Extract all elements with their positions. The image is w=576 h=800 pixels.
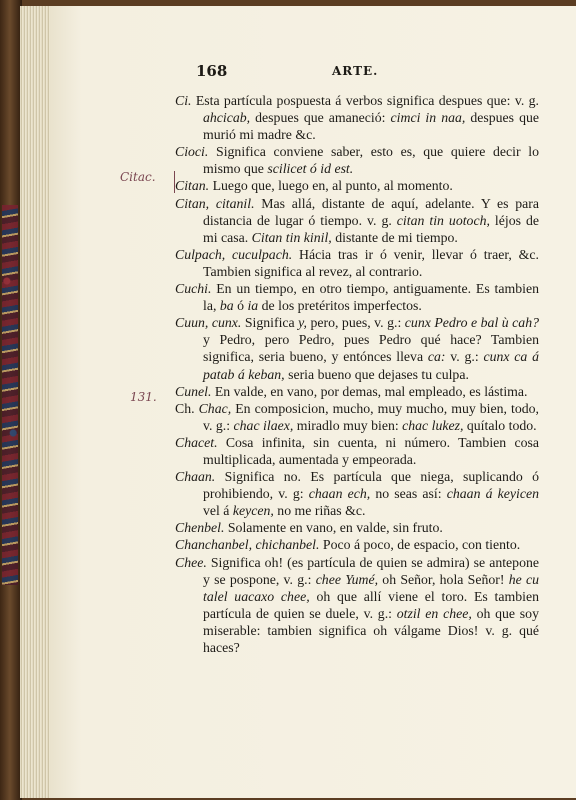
entry-term: cimci in naa, [390, 110, 466, 126]
running-title: ARTE. [332, 64, 379, 78]
entry-text: de los pretéritos imperfectos. [258, 298, 422, 314]
entry-term: chaan ech, [308, 486, 371, 502]
entry-term: Citan tin kinil, [251, 229, 332, 245]
entry-text: vel á [203, 503, 233, 519]
entry-term: ca: [427, 349, 446, 365]
entry-text: Hácia tras ir ó venir, llevar ó traer, &c. Tambien significa al revez, al contrario. [203, 246, 539, 279]
entry-text: En composicion, mucho, muy mucho, muy bien, todo, v. g.: [203, 400, 539, 433]
entry-term: Citan, citanil. [175, 195, 255, 211]
entry-text: Luego que, luego en, al punto, al momento. [209, 178, 453, 194]
entry-text: quítalo todo. [463, 417, 537, 433]
entry-term: Chanchanbel, chichanbel. [175, 537, 320, 553]
entry-term: Cuchi. [175, 281, 212, 297]
margin-note-number: 131. [130, 390, 157, 404]
entry-text: Solamente en vano, en valde, sin fruto. [224, 520, 443, 536]
entry-term: chee Yumé, [315, 571, 379, 587]
entry-term: chac lukez, [402, 417, 464, 433]
entry-text: Ch. [175, 400, 199, 416]
entry-text: y Pedro, pero Pedro, pues Pedro qué hace? Tambien significa, seria bueno, y entónces lleva [203, 332, 539, 365]
entry-text: despues que amaneció: [250, 110, 391, 126]
entry-text: no me riñas &c. [273, 503, 366, 519]
entry-term: ia [247, 298, 259, 314]
entry-term: keycen, [232, 503, 274, 519]
margin-note-citac: Citac. [120, 170, 156, 184]
marbled-endpaper [2, 205, 18, 585]
entry-text: En valde, en vano, por demas, mal empleado, es lástima. [211, 383, 528, 399]
entry-term: citan tin uotoch, [396, 212, 490, 228]
dictionary-entry [175, 554, 539, 657]
dictionary-entry [175, 536, 539, 553]
entry-text: distante de mi tiempo. [331, 229, 458, 245]
running-head [50, 62, 576, 86]
entry-term: Chac, [198, 400, 232, 416]
entry-term: Chenbel. [175, 520, 225, 536]
entry-term: Chee. [175, 554, 207, 570]
entry-term: chaan á keyicen [446, 486, 540, 502]
dictionary-entry [175, 314, 539, 382]
dictionary-entry [175, 92, 539, 143]
dictionary-entry [175, 143, 539, 177]
entry-text: despues que murió mi madre &c. [203, 110, 539, 143]
entry-text: pero, pues, v. g.: [306, 315, 405, 331]
dictionary-entry [175, 383, 539, 400]
page-number: 168 [196, 62, 228, 80]
entry-term: Chacet. [175, 434, 218, 450]
entry-term: Cunel. [175, 383, 212, 399]
entry-text: miradlo muy bien: [293, 417, 403, 433]
entry-text: oh Señor, hola Señor! [378, 571, 509, 587]
entry-term: y, [298, 315, 307, 331]
dictionary-entry [175, 519, 539, 536]
entry-term: otzil en chee, [396, 605, 472, 621]
dictionary-entry [175, 177, 539, 194]
entry-term: ba [219, 298, 234, 314]
entry-text: Significa conviene saber, esto es, que quiere decir lo mismo que [203, 144, 539, 177]
entry-text: v. g.: [445, 349, 484, 365]
dictionary-entry [175, 468, 539, 519]
dictionary-entry [175, 280, 539, 314]
entry-text: ó [233, 298, 248, 314]
dictionary-entry [175, 195, 539, 246]
entry-term: scilicet ó id est. [267, 161, 354, 177]
entry-term: cunx ca á patab á keban, [203, 349, 539, 382]
entry-text: Mas allá, distante de aquí, adelante. Y es para distancia de lugar ó tiempo. v. g. [203, 195, 539, 228]
entry-text: oh que soy miserable: tambien significa oh válgame Dios! v. g. qué haces? [203, 605, 539, 655]
entry-term: he cu talel uacaxo chee, [203, 571, 539, 604]
entry-text: seria bueno que dejases tu culpa. [284, 366, 469, 382]
book-page [50, 6, 576, 798]
entry-term: Citan. [175, 178, 210, 194]
entry-term: cunx Pedro e bal ù cah? [404, 315, 539, 331]
dictionary-entry [175, 400, 539, 434]
dictionary-entries [175, 92, 539, 656]
entry-term: Culpach, cuculpach. [175, 246, 293, 262]
entry-term: chac ilaex, [233, 417, 294, 433]
entry-text: Poco á poco, de espacio, con tiento. [319, 537, 521, 553]
entry-term: Ci. [175, 93, 192, 108]
entry-term: Chaan. [175, 469, 216, 485]
entry-text: oh que allí viene el toro. Es tambien partícula de quien se duele, v. g.: [203, 588, 540, 621]
entry-text: Esta partícula pospuesta á verbos significa despues que: v. g. [191, 93, 539, 108]
page-edges [20, 6, 51, 798]
entry-text: no seas así: [370, 486, 447, 502]
entry-term: Cioci. [175, 144, 209, 160]
entry-text: Cosa infinita, sin cuenta, ni número. Tambien cosa multiplicada, aumentada y empeorada. [203, 434, 539, 467]
entry-text: Significa no. Es partícula que niega, suplicando ó prohibiendo, v. g: [203, 469, 539, 502]
dictionary-entry [175, 246, 539, 280]
entry-text: Significa oh! (es partícula de quien se admira) se antepone y se pospone, v. g.: [203, 554, 539, 587]
entry-text: Significa [241, 315, 299, 331]
entry-term: ahcicab, [203, 110, 251, 126]
dictionary-entry [175, 434, 539, 468]
entry-term: Cuun, cunx. [175, 315, 242, 331]
entry-text: léjos de mi casa. [203, 212, 539, 245]
entry-text: En un tiempo, en otro tiempo, antiguamente. Es tambien la, [203, 281, 539, 314]
